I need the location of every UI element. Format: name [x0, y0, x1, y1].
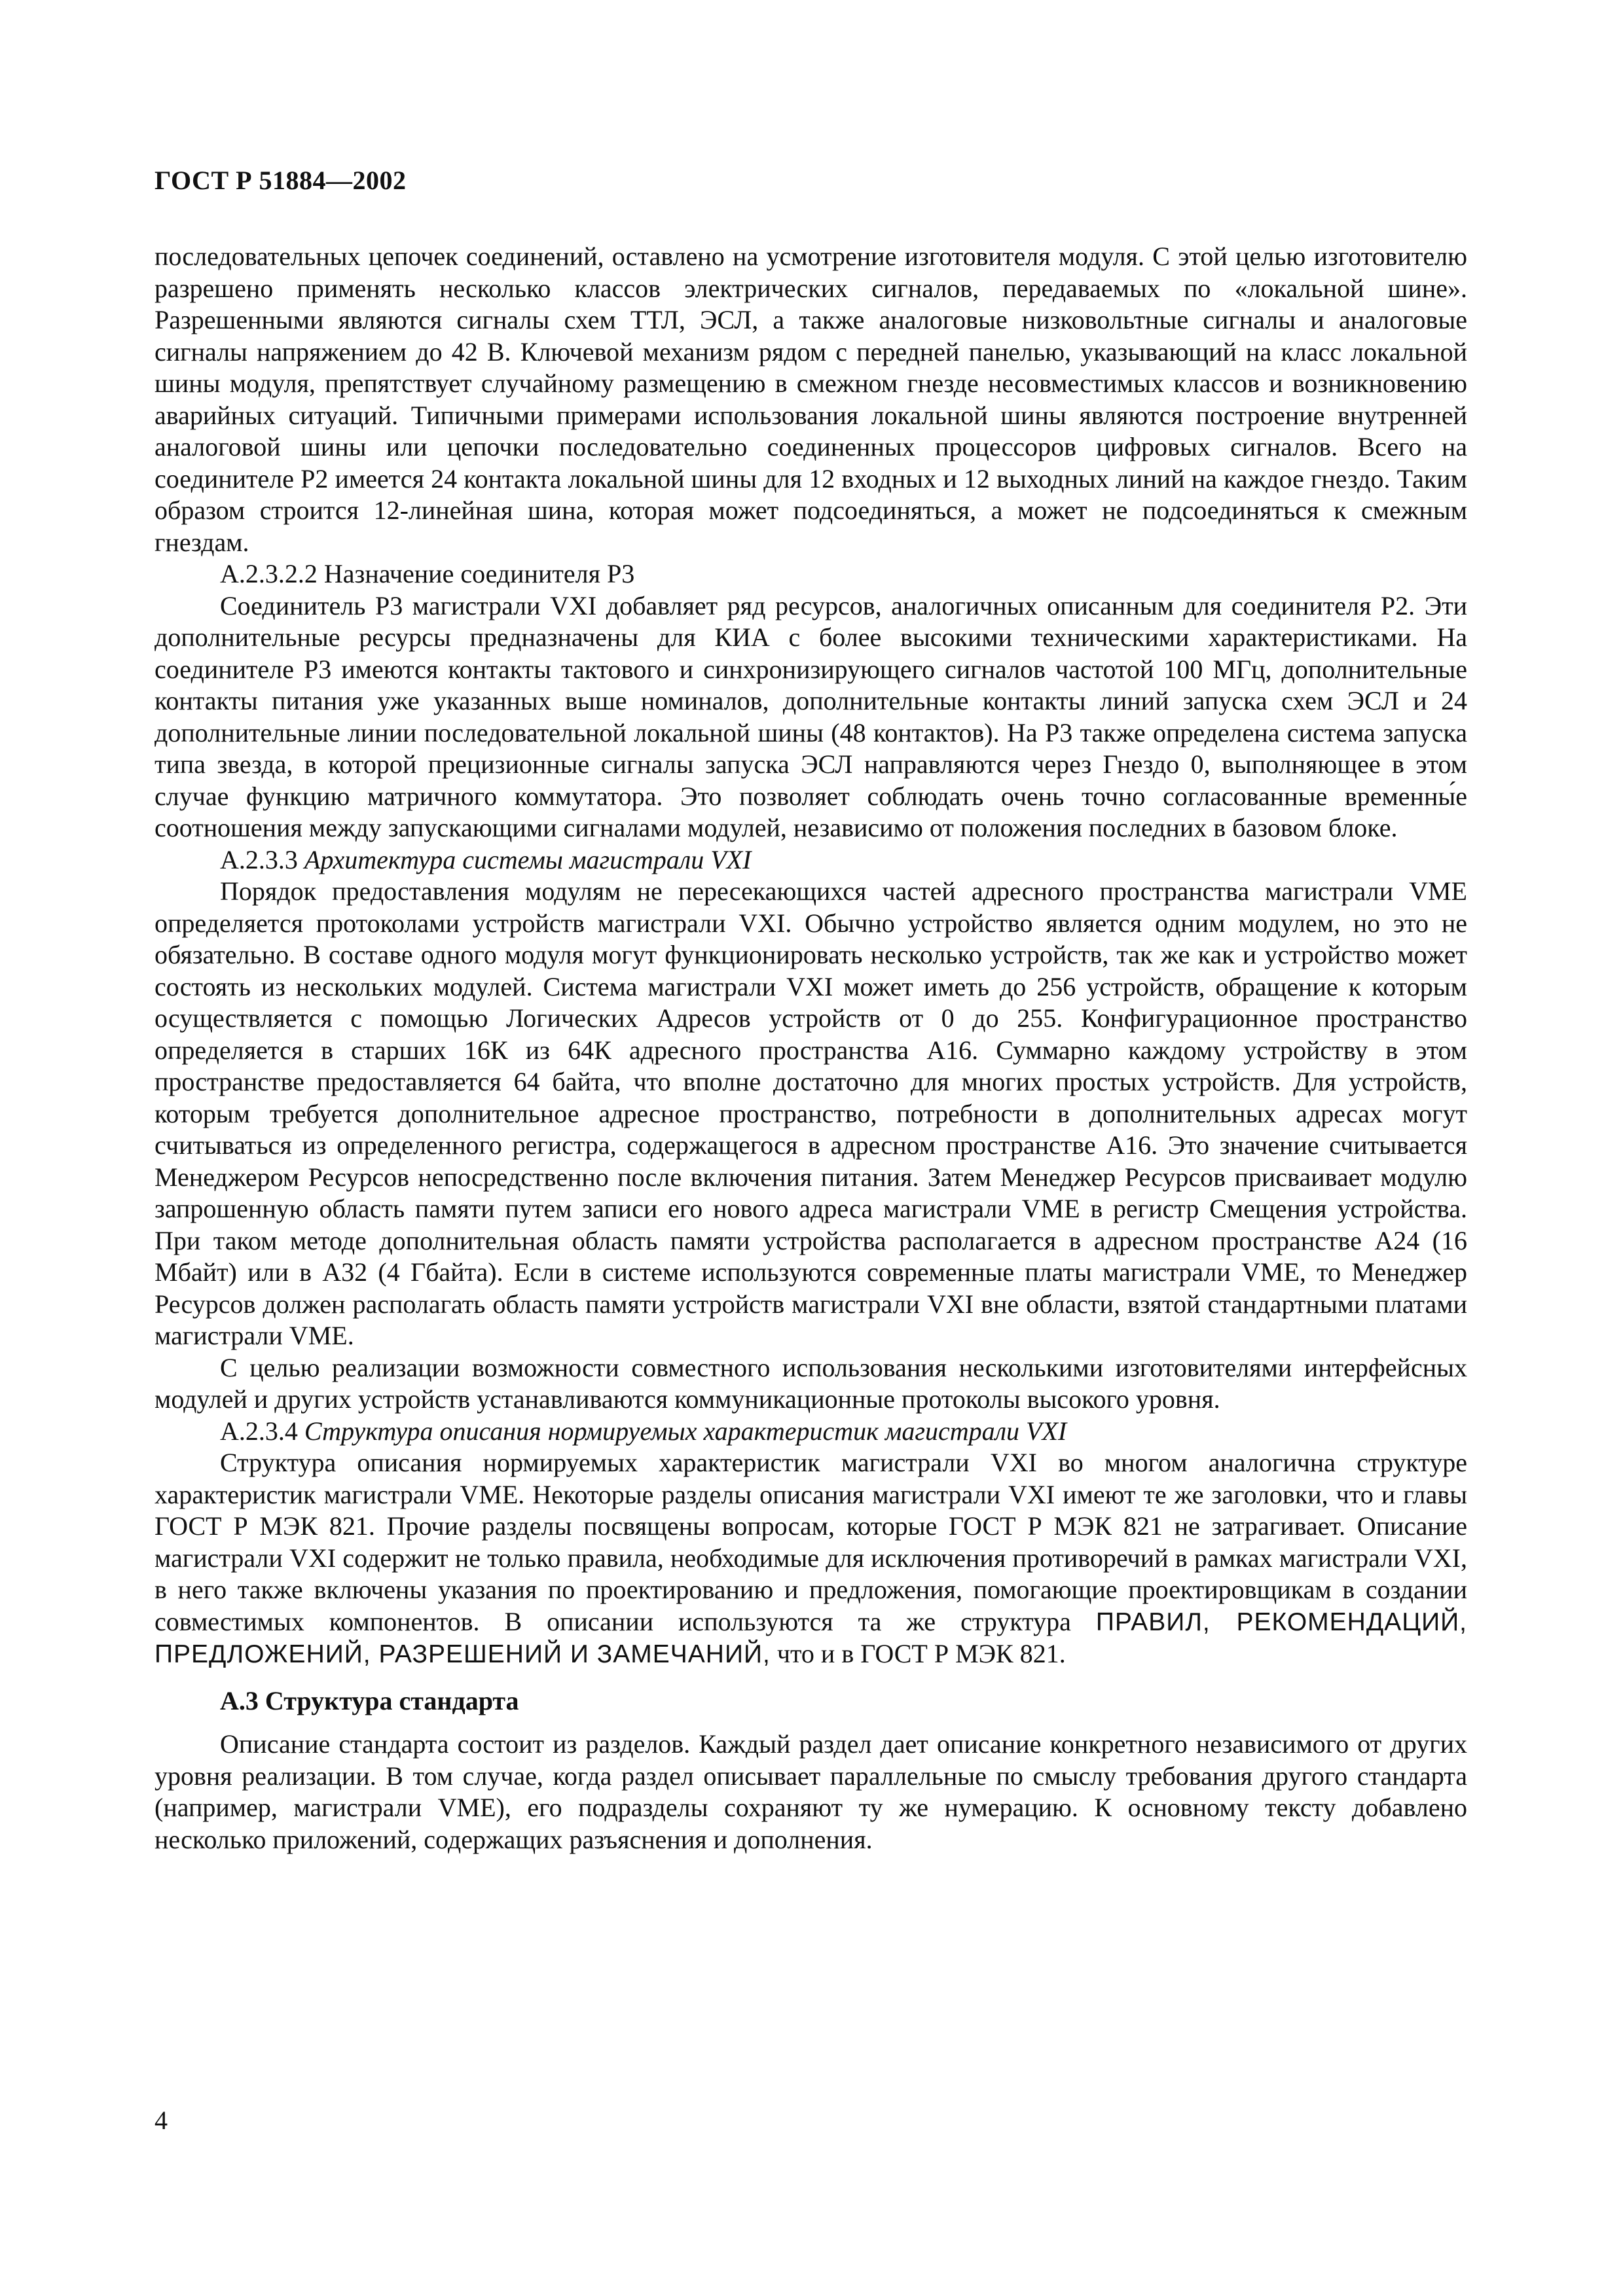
paragraph-structure-description [155, 1447, 1467, 1671]
section-title: Структура описания нормируемых характеристик магистрали VXI [304, 1416, 1067, 1446]
section-number: А.2.3.4 [220, 1416, 298, 1446]
section-heading-a2322 [155, 558, 1467, 590]
page-number: 4 [155, 2106, 168, 2135]
paragraph-protocols: С целью реализации возможности совместного использования несколькими изготовителями интерфейсных модулей и других устройств устанавливаются коммуникационные протоколы высокого уровня. [155, 1352, 1467, 1414]
paragraph-p3-connector: Соединитель Р3 магистрали VXI добавляет ряд ресурсов, аналогичных описанным для соединителя Р2. Эти дополнительные ресурсы предназначены для КИА с более высокими техническими характеристиками. На соединителе Р3 имеются контакты тактового и синхронизирующего сигналов частотой 100 МГц, дополнительные контакты питания уже указанных выше номиналов, дополнительные контакты линий запуска схем ЭСЛ и 24 дополнительные линии последовательной локальной шины (48 контактов). На Р3 также определена система запуска типа звезда, в которой прецизионные сигналы запуска ЭСЛ направляются через Гнездо 0, выполняющее в этом случае функцию матричного коммутатора. Это позволяет соблюдать очень точно согласованные временны́е соотношения между запускающими сигналами модулей, независимо от положения последних в базовом блоке. [155, 590, 1467, 842]
paragraph-standard-structure: Описание стандарта состоит из разделов. Каждый раздел дает описание конкретного независимого от других уровня реализации. В том случае, когда раздел описывает параллельные по смыслу требования другого стандарта (например, магистрали VME), его подразделы сохраняют ту же нумерацию. К основному тексту добавлено несколько приложений, содержащих разъяснения и дополнения. [155, 1729, 1467, 1854]
section-title: Архитектура системы магистрали VXI [304, 844, 752, 874]
section-number: А.2.3.3 [220, 844, 298, 874]
document-body [155, 241, 1467, 1856]
section-heading-a3: А.3 Структура стандарта [220, 1685, 519, 1715]
paragraph-text-tail: что и в ГОСТ Р МЭК 821. [776, 1639, 1066, 1668]
section-number: А.2.3.2.2 [220, 559, 318, 588]
paragraph-caps-text: ПРАВИЛ, РЕКОМЕНДАЦИЙ, ПРЕДЛОЖЕНИЙ, РАЗРЕШЕНИЙ И ЗАМЕЧАНИЙ, [155, 1607, 1467, 1668]
section-title: Назначение соединителя Р3 [323, 559, 635, 588]
section-heading-a233 [155, 844, 1467, 876]
paragraph-continuation: последовательных цепочек соединений, оставлено на усмотрение изготовителя модуля. С этой целью изготовителю разрешено применять несколько классов электрических сигналов, передаваемых по «локальной шине». Разрешенными являются сигналы схем ТТЛ, ЭСЛ, а также аналоговые низковольтные сигналы и аналоговые сигналы напряжением до 42 В. Ключевой механизм рядом с передней панелью, указывающий на класс локальной шины модуля, препятствует случайному размещению в смежном гнезде несовместимых классов и возникновению аварийных ситуаций. Типичными примерами использования локальной шины являются построение внутренней аналоговой шины или цепочки последовательно соединенных процессоров цифровых сигналов. Всего на соединителе Р2 имеется 24 контакта локальной шины для 12 входных и 12 выходных линий на каждое гнездо. Таким образом строится 12-линейная шина, которая может подсоединяться, а может не подсоединяться к смежным гнездам. [155, 242, 1467, 557]
document-header: ГОСТ Р 51884—2002 [155, 166, 407, 195]
paragraph-text: Структура описания нормируемых характеристик магистрали VXI во многом аналогична структуре характеристик магистрали VME. Некоторые разделы описания магистрали VXI имеют те же заголовки, что и главы ГОСТ Р МЭК 821. Прочие разделы посвящены вопросам, которые ГОСТ Р МЭК 821 не затрагивает. Описание магистрали VXI содержит не только правила, необходимые для исключения противоречий в рамках магистрали VXI, в него также включены указания по проектированию и предложения, помогающие проектировщикам в создании совместимых компонентов. В описании используются та же структура [155, 1448, 1467, 1636]
paragraph-architecture: Порядок предоставления модулям не пересекающихся частей адресного пространства магистрали VME определяется протоколами устройств магистрали VXI. Обычно устройство является одним модулем, но это не обязательно. В составе одного модуля могут функционировать несколько устройств, так же как и устройство может состоять из нескольких модулей. Система магистрали VXI может иметь до 256 устройств, обращение к которым осуществляется с помощью Логических Адресов устройств от 0 до 255. Конфигурационное пространство определяется в старших 16К из 64К адресного пространства А16. Суммарно каждому устройству в этом пространстве предоставляется 64 байта, что вполне достаточно для многих простых устройств. Для устройств, которым требуется дополнительное адресное пространство, потребности в дополнительных адресах могут считываться из определенного регистра, содержащегося в адресном пространстве А16. Это значение считывается Менеджером Ресурсов непосредственно после включения питания. Затем Менеджер Ресурсов присваивает модулю запрошенную область памяти путем записи его нового адреса магистрали VME в регистр Смещения устройства. При таком методе дополнительная область памяти устройства располагается в адресном пространстве А24 (16 Мбайт) или в А32 (4 Гбайта). Если в системе используются современные платы магистрали VME, то Менеджер Ресурсов должен располагать область памяти устройств магистрали VXI вне области, взятой стандартными платами магистрали VME. [155, 876, 1467, 1350]
section-heading-a234 [155, 1416, 1467, 1448]
